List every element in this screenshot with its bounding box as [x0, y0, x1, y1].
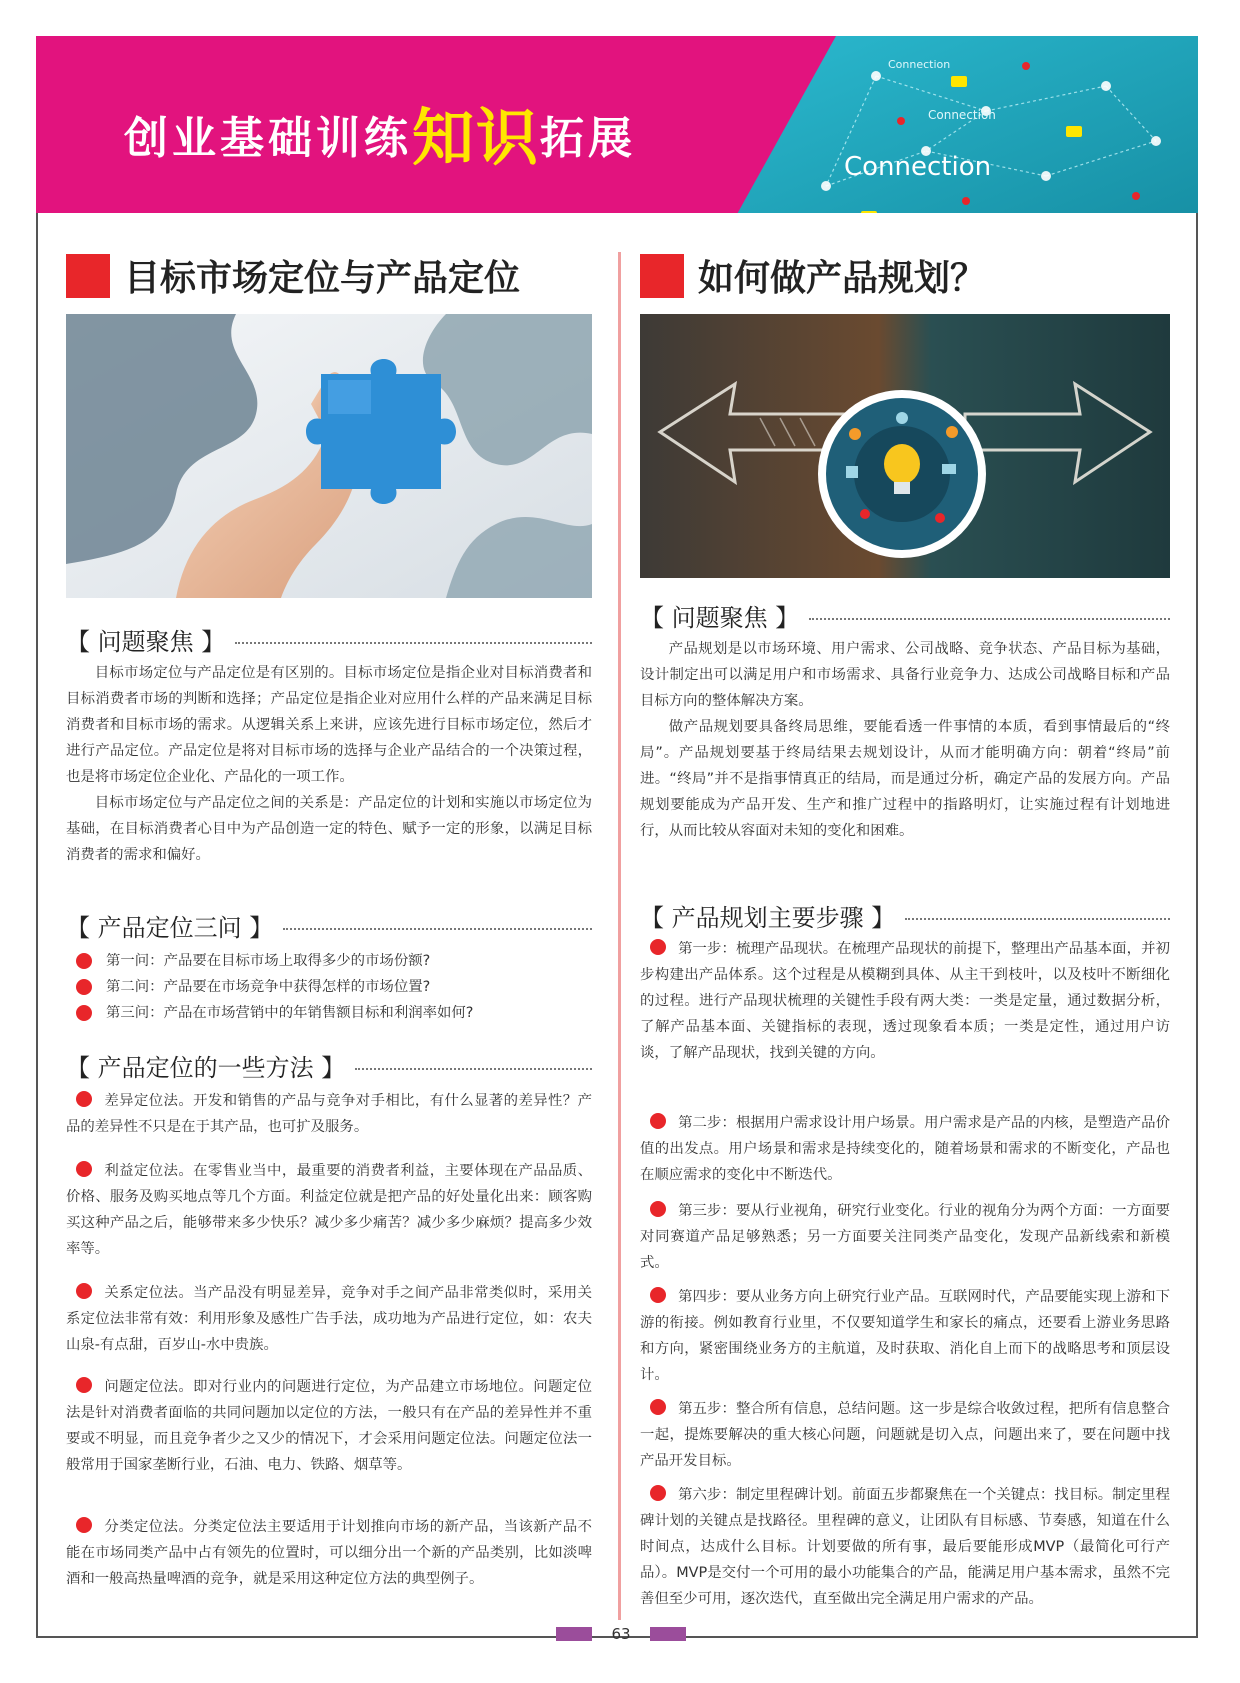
dotted-rule	[283, 928, 592, 930]
chalk-arrows-photo	[640, 314, 1170, 578]
connection-network-art	[726, 36, 1198, 213]
bullet-dot-icon	[650, 939, 666, 955]
header-title-highlight: 知识	[412, 101, 541, 174]
header-banner	[36, 36, 1198, 213]
right-focus-paragraph: 产品规划是以市场环境、用户需求、公司战略、竞争状态、产品目标为基础，设计制定出可以满足用户和市场需求、具备行业竞争力、达成公司战略目标和产品目标方向的整体解决方案。	[640, 641, 1170, 709]
step-text: 第三步：要从行业视角，研究行业变化。行业的视角分为两个方面：一方面要对同赛道产品足够熟悉；另一方面要关注同类产品变化，发现产品新线索和新模式。	[640, 1203, 1170, 1271]
bullet-dot-icon	[76, 1517, 92, 1533]
dotted-rule	[809, 618, 1170, 620]
method-item	[66, 1280, 592, 1358]
method-text: 利益定位法。在零售业当中，最重要的消费者利益，主要体现在产品品质、价格、服务及购买地点等几个方面。利益定位就是把产品的好处量化出来：顾客购买这种产品之后，能够带来多少快乐？减少多少痛苦？减少多少麻烦？提高多少效率等。	[66, 1163, 592, 1257]
method-item	[66, 1374, 592, 1478]
method-text: 关系定位法。当产品没有明显差异，竞争对手之间产品非常类似时，采用关系定位法非常有效：利用形象及感性广告手法，成功地为产品进行定位，如：农夫山泉-有点甜，百岁山-水中贵族。	[66, 1285, 592, 1353]
header-title	[124, 88, 636, 177]
column-divider	[618, 252, 621, 1620]
left-questions-heading	[66, 908, 592, 943]
right-steps-heading-text: 【 产品规划主要步骤 】	[640, 904, 896, 932]
list-item	[66, 1000, 592, 1026]
method-item	[66, 1088, 592, 1140]
question-text: 第二问：产品要在市场竞争中获得怎样的市场位置?	[106, 979, 431, 995]
right-title-text: 如何做产品规划？	[698, 258, 987, 299]
connection-label-2: Connection	[928, 108, 996, 122]
footer-bar-left	[556, 1627, 592, 1641]
step-text: 第一步：梳理产品现状。在梳理产品现状的前提下，整理出产品基本面，并初步构建出产品体系。这个过程是从模糊到具体、从主干到枝叶，以及枝叶不断细化的过程。进行产品现状梳理的关键性手段有两大类：一类是定量，通过数据分析，了解产品基本面、关键指标的表现，透过现象看本质；一类是定性，通过用户访谈，了解产品现状，找到关键的方向。	[640, 941, 1170, 1061]
bullet-dot-icon	[76, 953, 92, 969]
left-focus-paragraph: 目标市场定位与产品定位之间的关系是：产品定位的计划和实施以市场定位为基础，在目标消费者心目中为产品创造一定的特色、赋予一定的形象，以满足目标消费者的需求和偏好。	[66, 795, 592, 863]
left-focus-heading	[66, 622, 592, 657]
step-item	[640, 1284, 1170, 1388]
step-item	[640, 1110, 1170, 1188]
method-text: 差异定位法。开发和销售的产品与竞争对手相比，有什么显著的差异性？产品的差异性不只是在于其产品，也可扩及服务。	[66, 1093, 592, 1135]
footer-bar-right	[650, 1627, 686, 1641]
bullet-dot-icon	[76, 1005, 92, 1021]
bullet-dot-icon	[76, 979, 92, 995]
bullet-dot-icon	[650, 1399, 666, 1415]
step-text: 第四步：要从业务方向上研究行业产品。互联网时代，产品要能实现上游和下游的衔接。例如教育行业里，不仅要知道学生和家长的痛点，还要看上游业务思路和方向，紧密围绕业务方的主航道，及时获取、消化自上而下的战略思考和顶层设计。	[640, 1289, 1170, 1383]
header-title-pre: 创业基础训练	[124, 113, 412, 164]
chalk-arrows-image	[640, 314, 1170, 578]
right-focus-heading-text: 【 问题聚焦 】	[640, 604, 800, 632]
bullet-dot-icon	[76, 1091, 92, 1107]
step-item	[640, 1396, 1170, 1474]
step-item	[640, 1482, 1170, 1612]
step-item	[640, 936, 1170, 1066]
method-item	[66, 1514, 592, 1592]
dotted-rule	[905, 918, 1170, 920]
left-title-text: 目标市场定位与产品定位	[124, 258, 521, 299]
questions-list	[66, 948, 592, 1026]
connection-label-1: Connection	[888, 58, 951, 71]
header-title-post: 拓展	[540, 113, 637, 164]
right-focus-heading	[640, 598, 1170, 633]
right-section-title	[640, 250, 986, 301]
method-item	[66, 1158, 592, 1262]
left-section-title	[66, 250, 520, 301]
right-focus-paragraph: 做产品规划要具备终局思维，要能看透一件事情的本质，看到事情最后的“终局”。产品规划要基于终局结果去规划设计，从而才能明确方向：朝着“终局”前进。“终局”并不是指事情真正的结局，而是通过分析，确定产品的发展方向。产品规划要能成为产品开发、生产和推广过程中的指路明灯，让实施过程有计划地进行，从而比较从容面对未知的变化和困难。	[640, 719, 1170, 839]
method-text: 问题定位法。即对行业内的问题进行定位，为产品建立市场地位。问题定位法是针对消费者面临的共同问题加以定位的方法，一般只有在产品的差异性并不重要或不明显，而且竞争者少之又少的情况下，才会采用问题定位法。问题定位法一般常用于国家垄断行业，石油、电力、铁路、烟草等。	[66, 1379, 592, 1473]
title-square-icon	[66, 254, 110, 298]
page-footer	[556, 1621, 686, 1645]
bullet-dot-icon	[650, 1485, 666, 1501]
left-focus-paragraph: 目标市场定位与产品定位是有区别的。目标市场定位是指企业对目标消费者和目标消费者市场的判断和选择；产品定位是指企业对应用什么样的产品来满足目标消费者和目标市场的需求。从逻辑关系上来讲，应该先进行目标市场定位，然后才进行产品定位。产品定位是将对目标市场的选择与企业产品结合的一个决策过程，也是将市场定位企业化、产品化的一项工作。	[66, 665, 592, 785]
list-item	[66, 948, 592, 974]
bullet-dot-icon	[650, 1287, 666, 1303]
left-methods-heading	[66, 1048, 592, 1083]
right-focus-body	[640, 636, 1170, 844]
question-text: 第一问：产品要在目标市场上取得多少的市场份额?	[106, 953, 431, 969]
question-text: 第三问：产品在市场营销中的年销售额目标和利润率如何?	[106, 1005, 474, 1021]
page-number: 63	[611, 1625, 631, 1643]
right-steps-heading	[640, 898, 1170, 933]
left-focus-body	[66, 660, 592, 868]
puzzle-photo-image	[66, 314, 592, 598]
step-item	[640, 1198, 1170, 1276]
title-square-icon	[640, 254, 684, 298]
step-text: 第二步：根据用户需求设计用户场景。用户需求是产品的内核，是塑造产品价值的出发点。用户场景和需求是持续变化的，随着场景和需求的不断变化，产品也在顺应需求的变化中不断迭代。	[640, 1115, 1170, 1183]
bullet-dot-icon	[76, 1161, 92, 1177]
dotted-rule	[355, 1068, 592, 1070]
bullet-dot-icon	[76, 1283, 92, 1299]
bullet-dot-icon	[76, 1377, 92, 1393]
left-focus-heading-text: 【 问题聚焦 】	[66, 628, 226, 656]
step-text: 第六步：制定里程碑计划。前面五步都聚焦在一个关键点：找目标。制定里程碑计划的关键点是找路径。里程碑的意义，让团队有目标感、节奏感，知道在什么时间点，达成什么目标。计划要做的所有事，最后要能形成MVP（最简化可行产品）。MVP是交付一个可用的最小功能集合的产品，能满足用户基本需求，虽然不完善但至少可用，逐次迭代，直至做出完全满足用户需求的产品。	[640, 1487, 1170, 1607]
bullet-dot-icon	[650, 1201, 666, 1217]
left-methods-heading-text: 【 产品定位的一些方法 】	[66, 1054, 346, 1082]
puzzle-photo	[66, 314, 592, 598]
bullet-dot-icon	[650, 1113, 666, 1129]
connection-label-3: Connection	[844, 152, 992, 182]
step-text: 第五步：整合所有信息，总结问题。这一步是综合收敛过程，把所有信息整合一起，提炼要解决的重大核心问题，问题就是切入点，问题出来了，要在问题中找产品开发目标。	[640, 1401, 1170, 1469]
list-item	[66, 974, 592, 1000]
left-questions-heading-text: 【 产品定位三问 】	[66, 914, 274, 942]
method-text: 分类定位法。分类定位法主要适用于计划推向市场的新产品，当该新产品不能在市场同类产品中占有领先的位置时，可以细分出一个新的产品类别，比如淡啤酒和一般高热量啤酒的竞争，就是采用这种定位方法的典型例子。	[66, 1519, 592, 1587]
dotted-rule	[235, 642, 592, 644]
